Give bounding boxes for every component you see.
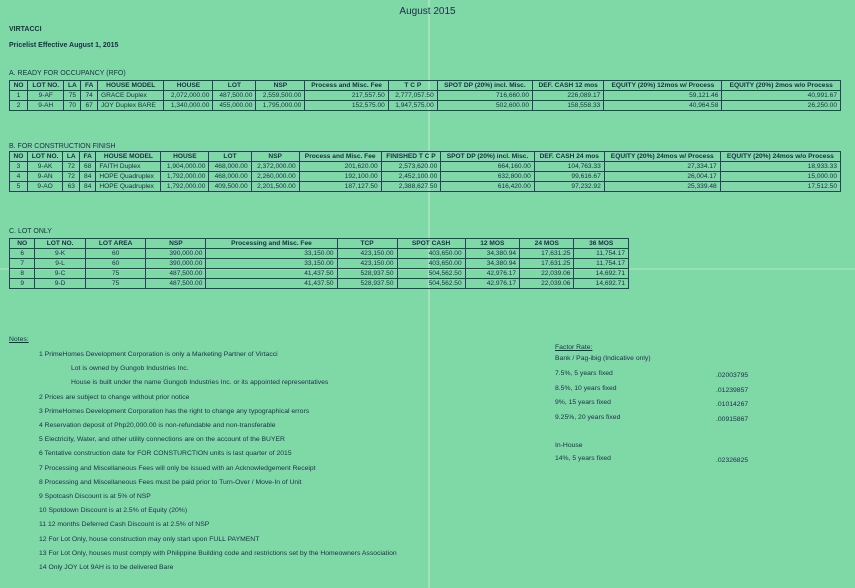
table-cell: 468,000.00 bbox=[209, 162, 251, 172]
table-cell: 70 bbox=[64, 101, 81, 111]
column-header: LOT bbox=[213, 81, 256, 91]
table-cell: 104,763.33 bbox=[534, 162, 604, 172]
document-date: August 2015 bbox=[399, 6, 456, 17]
column-header: DEF. CASH 12 mos bbox=[533, 81, 604, 91]
table-cell: 664,160.00 bbox=[441, 162, 534, 172]
table-cell: 7 bbox=[10, 259, 35, 269]
table-row bbox=[10, 269, 629, 279]
table-cell: 22,039.06 bbox=[520, 269, 574, 279]
note-item: 11 12 months Deferred Cash Discount is at 2.5% of NSP bbox=[39, 521, 210, 529]
table-cell: 75 bbox=[64, 91, 81, 101]
column-header: NSP bbox=[146, 239, 206, 249]
factor-rate-value: .01014267 bbox=[716, 401, 749, 408]
table-cell: 9-AO bbox=[27, 182, 63, 192]
table-cell: 2,452,100.00 bbox=[381, 172, 441, 182]
table-cell: 390,000.00 bbox=[146, 259, 206, 269]
table-cell: 33,150.00 bbox=[206, 249, 337, 259]
table-cell: 63 bbox=[63, 182, 80, 192]
column-header: 24 MOS bbox=[520, 239, 574, 249]
column-header: HOUSE bbox=[161, 152, 209, 162]
table-cell: 75 bbox=[85, 279, 146, 289]
column-header: EQUITY (20%) 24mos w/o Process bbox=[720, 152, 840, 162]
column-header: 12 MOS bbox=[465, 239, 519, 249]
table-cell: 9 bbox=[10, 279, 35, 289]
inhouse-title: In-House bbox=[555, 442, 583, 449]
table-cell: 8 bbox=[10, 269, 35, 279]
inhouse-label: 14%, 5 years fixed bbox=[555, 455, 611, 462]
table-cell: 487,500.00 bbox=[146, 279, 206, 289]
notes-title: Notes: bbox=[9, 336, 29, 343]
table-cell: 59,121.46 bbox=[604, 91, 722, 101]
table-cell: 390,000.00 bbox=[146, 249, 206, 259]
table-cell: 33,150.00 bbox=[206, 259, 337, 269]
table-cell: 15,000.00 bbox=[720, 172, 840, 182]
table-cell: 6 bbox=[10, 249, 35, 259]
table-cell: 9-C bbox=[35, 269, 86, 279]
factor-rate-label: 7.5%, 5 years fixed bbox=[555, 370, 613, 377]
table-cell: HOPE Quadruplex bbox=[96, 172, 161, 182]
table-cell: 528,937.50 bbox=[337, 269, 397, 279]
table-cell: 423,150.00 bbox=[337, 249, 397, 259]
table-cell: 468,000.00 bbox=[209, 172, 251, 182]
table-cell: 99,616.67 bbox=[534, 172, 604, 182]
column-header: LOT AREA bbox=[85, 239, 146, 249]
column-header: LOT bbox=[209, 152, 251, 162]
column-header: Processing and Misc. Fee bbox=[206, 239, 337, 249]
table-cell: 74 bbox=[81, 91, 98, 101]
table-cell: 72 bbox=[63, 162, 80, 172]
table-cell: 5 bbox=[10, 182, 28, 192]
factor-rate-label: 8.5%, 10 years fixed bbox=[555, 384, 617, 392]
column-header: SPOT DP (20%) incl. Misc. bbox=[441, 152, 534, 162]
note-item: 2 Prices are subject to change without prior notice bbox=[39, 393, 190, 401]
column-header: T C P bbox=[388, 81, 437, 91]
section-a-table bbox=[9, 80, 841, 111]
column-header: NSP bbox=[256, 81, 305, 91]
table-cell: 97,232.92 bbox=[534, 182, 604, 192]
table-cell: 409,500.00 bbox=[209, 182, 251, 192]
table-cell: 487,500.00 bbox=[213, 91, 256, 101]
factor-rate-label: 9%, 15 years fixed bbox=[555, 399, 611, 406]
table-row bbox=[10, 279, 629, 289]
table-cell: 455,000.00 bbox=[213, 101, 256, 111]
factor-rate-subtitle: Bank / Pag-ibig (Indicative only) bbox=[555, 355, 651, 362]
column-header: 36 MOS bbox=[574, 239, 629, 249]
table-cell: 1,795,000.00 bbox=[256, 101, 305, 111]
note-item: House is built under the name Gungob Industries Inc. or its appointed representatives bbox=[71, 379, 329, 387]
column-header: FA bbox=[81, 81, 98, 91]
column-header: Process and Misc. Fee bbox=[305, 81, 389, 91]
table-cell: 2,777,057.50 bbox=[388, 91, 437, 101]
table-cell: 1,947,575.00 bbox=[388, 101, 437, 111]
table-cell: 217,557.50 bbox=[305, 91, 389, 101]
note-item: 8 Processing and Miscellaneous Fees must be paid prior to Turn-Over / Move-In of Unit bbox=[39, 478, 302, 486]
table-cell: 4 bbox=[10, 172, 28, 182]
note-item: 13 For Lot Only, houses must comply with Philippine Building code and restrictions set by the Homeowners Association bbox=[39, 549, 397, 557]
table-cell: 67 bbox=[81, 101, 98, 111]
column-header: DEF. CASH 24 mos bbox=[534, 152, 604, 162]
table-cell: 17,631.25 bbox=[520, 259, 574, 269]
section-c-table bbox=[9, 238, 629, 289]
note-item: 3 PrimeHomes Development Corporation has the right to change any typographical errors bbox=[39, 407, 310, 415]
table-cell: 9-AF bbox=[28, 91, 64, 101]
table-cell: GRACE Duplex bbox=[97, 91, 163, 101]
table-cell: 616,420.00 bbox=[441, 182, 534, 192]
table-cell: 41,437.50 bbox=[206, 269, 337, 279]
table-cell: FAITH Duplex bbox=[96, 162, 161, 172]
note-item: Lot is owned by Gungob Industries Inc. bbox=[71, 365, 189, 373]
column-header: LOT NO. bbox=[28, 81, 64, 91]
table-cell: 632,800.00 bbox=[441, 172, 534, 182]
table-cell: 1,792,000.00 bbox=[161, 172, 209, 182]
note-item: 12 For Lot Only, house construction may only start upon FULL PAYMENT bbox=[39, 535, 260, 543]
column-header: NO bbox=[10, 239, 35, 249]
table-cell: 9-AN bbox=[27, 172, 63, 182]
table-cell: 2,559,500.00 bbox=[256, 91, 305, 101]
table-cell: 68 bbox=[80, 162, 96, 172]
section-a-title: A. READY FOR OCCUPANCY (RFO) bbox=[9, 70, 126, 77]
table-header-row bbox=[10, 81, 841, 91]
note-item: 4 Reservation deposit of Php20,000.00 is non-refundable and non-transferable bbox=[39, 422, 276, 429]
column-header: LA bbox=[64, 81, 81, 91]
table-cell: 403,650.00 bbox=[397, 259, 465, 269]
table-cell: 201,620.00 bbox=[299, 162, 381, 172]
table-cell: 152,575.00 bbox=[305, 101, 389, 111]
column-header: FINISHED T C P bbox=[381, 152, 441, 162]
table-cell: 42,976.17 bbox=[465, 279, 519, 289]
table-cell: 9-K bbox=[35, 249, 86, 259]
table-cell: 158,558.33 bbox=[533, 101, 604, 111]
table-cell: 504,562.50 bbox=[397, 269, 465, 279]
table-cell: 26,004.17 bbox=[604, 172, 720, 182]
table-cell: 60 bbox=[85, 259, 146, 269]
column-header: FA bbox=[80, 152, 96, 162]
table-cell: 2 bbox=[10, 101, 28, 111]
table-cell: 9-L bbox=[35, 259, 86, 269]
table-header-row bbox=[10, 239, 629, 249]
note-item: 7 Processing and Miscellaneous Fees will only be issued with an Acknowledgement Receipt bbox=[39, 464, 316, 472]
factor-rate-value: .00915867 bbox=[716, 415, 749, 423]
table-cell: 18,933.33 bbox=[720, 162, 840, 172]
table-cell: 2,388,627.50 bbox=[381, 182, 441, 192]
column-header: TCP bbox=[337, 239, 397, 249]
table-header-row bbox=[10, 152, 841, 162]
table-cell: 423,150.00 bbox=[337, 259, 397, 269]
table-cell: 17,631.25 bbox=[520, 249, 574, 259]
column-header: EQUITY (20%) 2mos w/o Process bbox=[722, 81, 841, 91]
table-cell: 25,339.48 bbox=[604, 182, 720, 192]
table-row bbox=[10, 182, 841, 192]
table-cell: 42,976.17 bbox=[465, 269, 519, 279]
note-item: 5 Electricity, Water, and other utility connections are on the account of the BUYER bbox=[39, 436, 285, 444]
company-name: VIRTACCI bbox=[9, 26, 42, 33]
table-cell: HOPE Quadruplex bbox=[96, 182, 161, 192]
table-cell: 2,201,500.00 bbox=[251, 182, 299, 192]
table-cell: 17,512.50 bbox=[720, 182, 840, 192]
effective-date: Pricelist Effective August 1, 2015 bbox=[9, 42, 119, 49]
column-header: EQUITY (20%) 24mos w/ Process bbox=[604, 152, 720, 162]
table-cell: 487,500.00 bbox=[146, 269, 206, 279]
note-item: 10 Spotdown Discount is at 2.5% of Equity (20%) bbox=[39, 507, 188, 515]
table-row bbox=[10, 172, 841, 182]
table-cell: 2,573,620.00 bbox=[381, 162, 441, 172]
table-cell: 72 bbox=[63, 172, 80, 182]
table-cell: 41,437.50 bbox=[206, 279, 337, 289]
column-header: LOT NO. bbox=[35, 239, 86, 249]
note-item: 14 Only JOY Lot 9AH is to be delivered Bare bbox=[39, 564, 174, 571]
section-c-title: C. LOT ONLY bbox=[9, 228, 52, 235]
table-cell: 11,754.17 bbox=[574, 259, 629, 269]
table-cell: 2,372,000.00 bbox=[251, 162, 299, 172]
table-cell: 2,260,000.00 bbox=[251, 172, 299, 182]
table-cell: 403,650.00 bbox=[397, 249, 465, 259]
factor-rate-title: Factor Rate: bbox=[555, 344, 593, 351]
table-cell: 11,754.17 bbox=[574, 249, 629, 259]
note-item: 6 Tentative construction date for FOR CONSTURCTION units is last quarter of 2015 bbox=[39, 450, 292, 458]
table-cell: 1 bbox=[10, 91, 28, 101]
table-cell: 9-AH bbox=[28, 101, 64, 111]
table-cell: 27,334.17 bbox=[604, 162, 720, 172]
column-header: NO bbox=[10, 152, 28, 162]
factor-rate-value: .01239857 bbox=[716, 386, 749, 394]
note-item: 1 PrimeHomes Development Corporation is only a Marketing Partner of Virtacci bbox=[39, 351, 278, 358]
table-cell: 14,692.71 bbox=[574, 279, 629, 289]
table-cell: 1,340,000.00 bbox=[164, 101, 213, 111]
factor-rate-label: 9.25%, 20 years fixed bbox=[555, 413, 621, 421]
note-item: 9 Spotcash Discount is at 5% of NSP bbox=[39, 493, 151, 500]
table-cell: JOY Duplex BARE bbox=[97, 101, 163, 111]
table-cell: 192,100.00 bbox=[299, 172, 381, 182]
column-header: EQUITY (20%) 12mos w/ Process bbox=[604, 81, 722, 91]
table-cell: 1,904,000.00 bbox=[161, 162, 209, 172]
column-header: HOUSE MODEL bbox=[97, 81, 163, 91]
table-cell: 528,937.50 bbox=[337, 279, 397, 289]
column-header: SPOT DP (20%) incl. Misc. bbox=[437, 81, 532, 91]
column-header: NSP bbox=[251, 152, 299, 162]
table-cell: 502,600.00 bbox=[437, 101, 532, 111]
table-cell: 60 bbox=[85, 249, 146, 259]
table-row bbox=[10, 91, 841, 101]
column-header: LOT NO. bbox=[27, 152, 63, 162]
table-cell: 187,127.50 bbox=[299, 182, 381, 192]
table-cell: 3 bbox=[10, 162, 28, 172]
table-cell: 226,089.17 bbox=[533, 91, 604, 101]
column-header: Process and Misc. Fee bbox=[299, 152, 381, 162]
section-b-table bbox=[9, 151, 841, 192]
table-cell: 26,250.00 bbox=[722, 101, 841, 111]
factor-rate-value: .02003795 bbox=[716, 372, 749, 379]
section-b-title: B. FOR CONSTRUCTION FINISH bbox=[9, 143, 116, 150]
table-cell: 34,380.94 bbox=[465, 259, 519, 269]
table-cell: 75 bbox=[85, 269, 146, 279]
column-header: HOUSE MODEL bbox=[96, 152, 161, 162]
table-cell: 9-AK bbox=[27, 162, 63, 172]
table-cell: 2,072,000.00 bbox=[164, 91, 213, 101]
table-row bbox=[10, 162, 841, 172]
table-cell: 40,964.58 bbox=[604, 101, 722, 111]
inhouse-value: .02326825 bbox=[716, 457, 749, 464]
table-cell: 84 bbox=[80, 172, 96, 182]
column-header: NO bbox=[10, 81, 28, 91]
table-cell: 40,991.67 bbox=[722, 91, 841, 101]
table-cell: 84 bbox=[80, 182, 96, 192]
table-cell: 1,792,000.00 bbox=[161, 182, 209, 192]
table-cell: 34,380.94 bbox=[465, 249, 519, 259]
table-row bbox=[10, 259, 629, 269]
table-cell: 14,692.71 bbox=[574, 269, 629, 279]
table-row bbox=[10, 101, 841, 111]
table-row bbox=[10, 249, 629, 259]
table-cell: 22,039.06 bbox=[520, 279, 574, 289]
column-header: LA bbox=[63, 152, 80, 162]
table-cell: 9-D bbox=[35, 279, 86, 289]
table-cell: 504,562.50 bbox=[397, 279, 465, 289]
column-header: SPOT CASH bbox=[397, 239, 465, 249]
column-header: HOUSE bbox=[164, 81, 213, 91]
table-cell: 716,660.00 bbox=[437, 91, 532, 101]
